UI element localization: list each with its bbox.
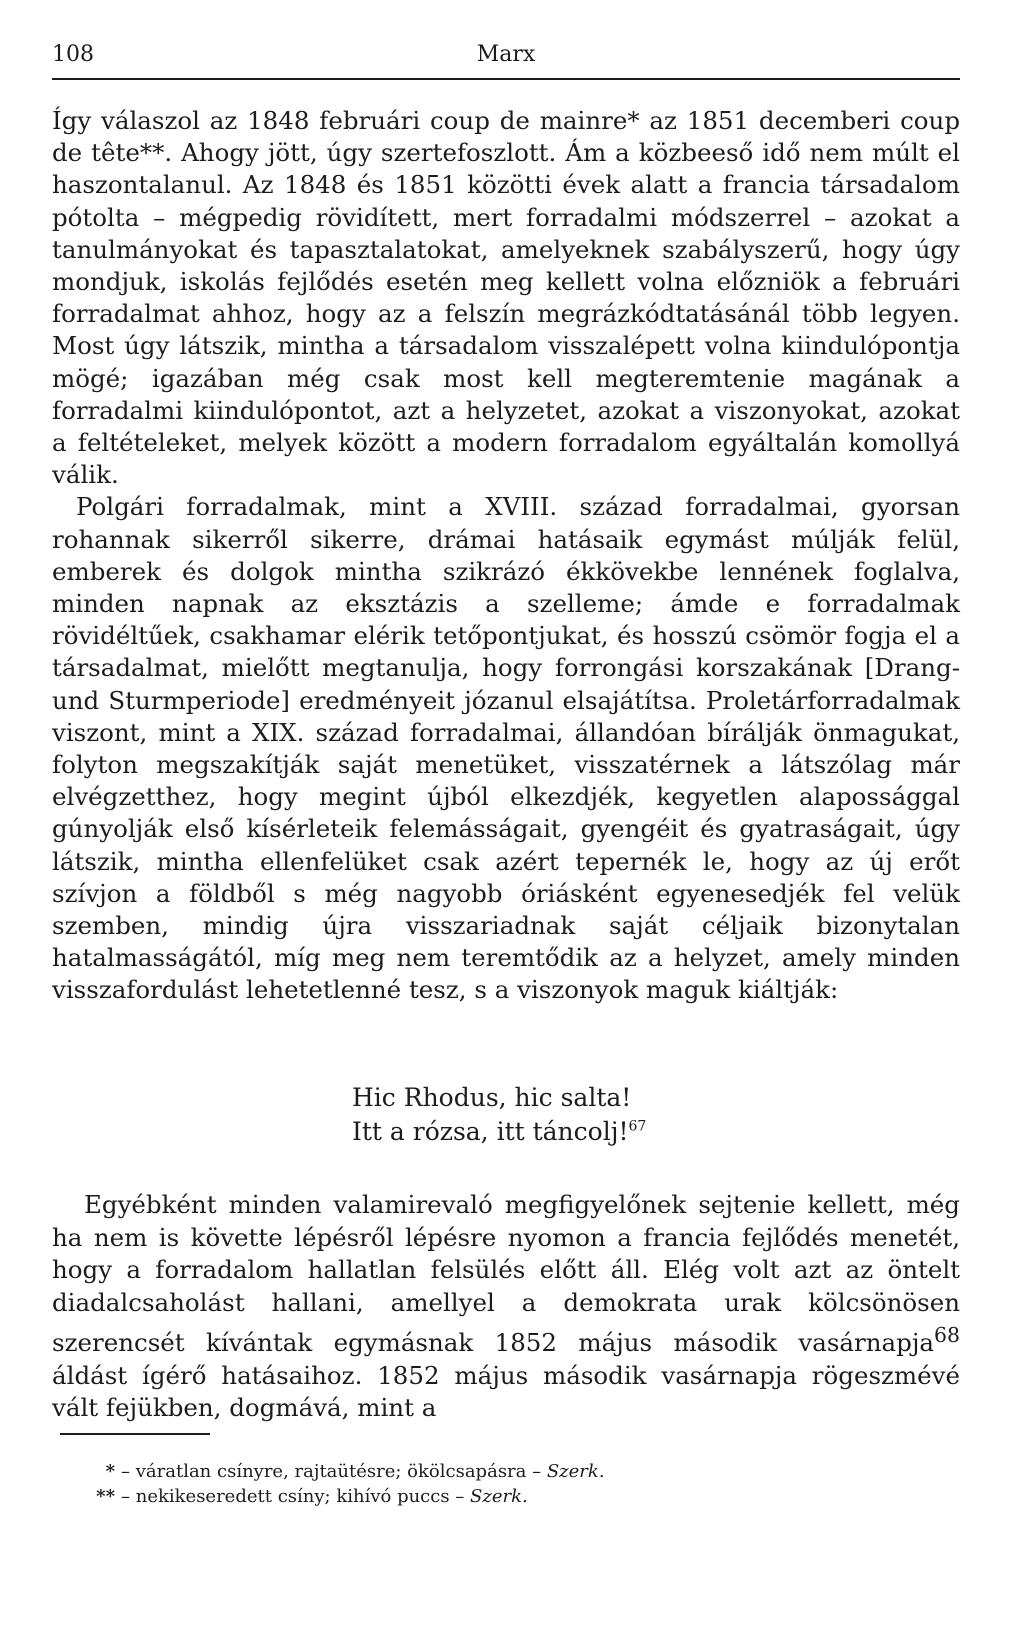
verse-line-1: Hic Rhodus, hic salta! bbox=[352, 1083, 632, 1112]
page-number: 108 bbox=[52, 42, 94, 67]
main-text bbox=[52, 105, 960, 1007]
footnote-editor-ref: Szerk. bbox=[546, 1461, 605, 1482]
footnote-mark: * bbox=[105, 1461, 115, 1482]
verse-line-2-text: Itt a rózsa, itt táncolj! bbox=[352, 1117, 629, 1146]
footnote-text: – nekikeseredett csíny; kihívó puccs – bbox=[121, 1486, 465, 1507]
paragraph-2: Polgári forradalmak, mint a XVIII. század forradalmai, gyorsan rohannak sikerről sikerre, drámai hatásaik egymást múlják felül, emberek és dolgok mintha szikrázó ékkövekbe lennének foglalva, minden napnak az eksztázis a szelleme; ámde e forradalmak rövidéltűek, csakhamar elérik tetőpontjukat, és hosszú csömör fogja el a társadalmat, mielőtt megtanulja, hogy forrongási korszakának [Drang- und Sturmperiode] eredményeit józanul elsajátítsa. Proletárforradalmak viszont, mint a XIX. század forradalmai, állandóan bírálják önmagukat, folyton megszakítják saját menetüket, visszatérnek a látszólag már elvégzetthez, hogy megint újból elkezdjék, kegyetlen alapossággal gúnyolják első kísérleteik felemásságait, gyengéit és gyatraságait, úgy látszik, mintha ellenfelüket csak azért tepernék le, hogy az új erőt szívjon a földből s még nagyobb óriásként egyenesedjék fel velük szemben, mindig újra visszariadnak saját céljaik bizonytalan hatalmasságától, míg meg nem teremtődik az a helyzet, amely minden visszafordulást lehetetlenné tesz, s a viszonyok maguk kiáltják: bbox=[52, 492, 960, 1005]
paragraph-1: Így válaszol az 1848 februári coup de mainre* az 1851 decemberi coup de tête**. Ahogy jött, úgy szertefoszlott. Ám a közbeeső idő nem múlt el haszontalanul. Az 1848 és 1851 közötti évek alatt a francia társadalom pótolta – mégpedig rövidített, mert forradalmi módszerrel – azokat a tanulmányokat és tapasztalatokat, amelyeknek szabályszerű, hogy úgy mondjuk, iskolás fejlődés esetén meg kellett volna előzniök a februári forradalmat ahhoz, hogy az a felszín megrázkódtatásánál több legyen. Most úgy látszik, mintha a társadalom visszalépett volna kiindulópontja mögé; igazában még csak most kell megteremtenie magának a forradalmi kiindulópontot, azt a helyzetet, azokat a viszonyokat, azokat a feltételeket, melyek között a modern forradalom egyáltalán komollyá válik. bbox=[52, 106, 960, 490]
footnote-mark: ** bbox=[96, 1486, 115, 1507]
footnotes bbox=[77, 1459, 605, 1509]
footnote-divider bbox=[60, 1433, 210, 1435]
footnote-ref-68: 68 bbox=[934, 1323, 960, 1347]
verse-quote bbox=[352, 1081, 646, 1149]
paragraph-3 bbox=[52, 1189, 960, 1425]
verse-line-2 bbox=[352, 1115, 646, 1149]
book-page bbox=[52, 0, 960, 1629]
continuation-text bbox=[52, 1189, 960, 1425]
footnote-1 bbox=[77, 1459, 605, 1484]
paragraph-3-part-1: Egyébként minden valamirevaló megfigyelőnek sejtenie kellett, még ha nem is követte lépésről lépésre nyomon a francia fejlődés menetét, hogy a forradalom hallatlan felsülés előtt áll. Elég volt azt az öntelt diadalcsaholást hallani, amellyel a demokrata urak kölcsönösen szerencsét kívántak egymásnak 1852 május második vasárnapja bbox=[52, 1190, 960, 1358]
paragraph-3-part-2: áldást ígérő hatásaihoz. 1852 május második vasárnapja rögeszmévé vált fejükben, dogmává, mint a bbox=[52, 1360, 960, 1423]
footnote-2 bbox=[77, 1484, 605, 1509]
footnote-ref-67: 67 bbox=[628, 1118, 647, 1135]
page-header bbox=[52, 38, 960, 80]
running-head: Marx bbox=[476, 42, 536, 67]
footnote-text: – váratlan csínyre, rajtaütésre; ökölcsapásra – bbox=[121, 1461, 542, 1482]
footnote-editor-ref: Szerk. bbox=[470, 1486, 528, 1507]
